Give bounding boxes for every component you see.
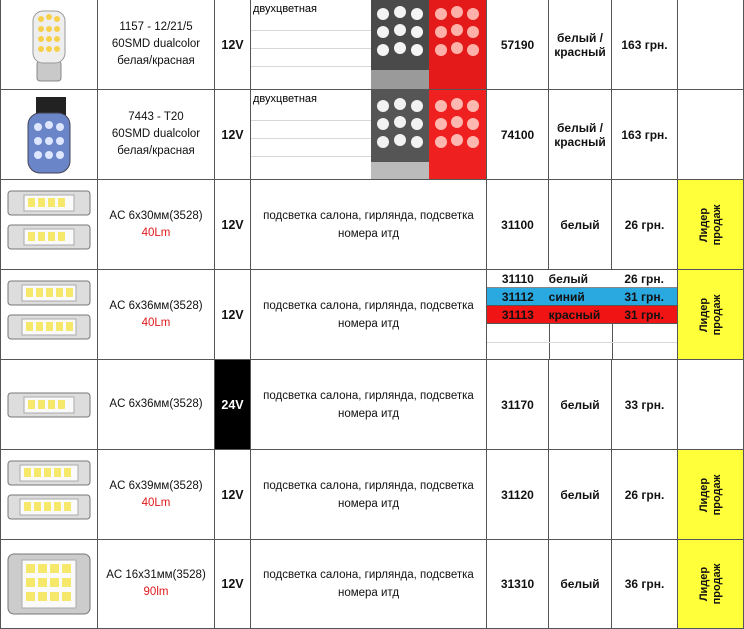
- table-row: [0, 450, 744, 540]
- voltage-cell: 12V: [215, 270, 251, 360]
- description-cell: [251, 0, 371, 90]
- product-name: AC 6x30мм(3528): [109, 209, 203, 222]
- festoon-bulb-icon: [4, 380, 94, 430]
- product-name-cell: [98, 0, 215, 90]
- bestseller-badge: [678, 270, 744, 360]
- variant-row: [487, 288, 677, 306]
- voltage-cell: 12V: [215, 180, 251, 270]
- variant-color: красный: [548, 307, 601, 322]
- product-name-cell: [98, 540, 215, 629]
- variant-row: [487, 270, 677, 288]
- badge-cell: [678, 0, 744, 90]
- variant-price: 31 грн.: [624, 289, 664, 304]
- product-image-cell: [0, 540, 98, 629]
- variant-color: белый: [548, 271, 589, 286]
- voltage-cell: 12V: [215, 90, 251, 180]
- bestseller-badge: [678, 450, 744, 540]
- lumen-label: 40Lm: [141, 226, 171, 239]
- price-cell: 163 грн.: [612, 0, 678, 90]
- product-name: 1157 - 12/21/5: [119, 21, 193, 33]
- product-name: AC 6x36мм(3528): [109, 299, 203, 312]
- lumen-label: 90lm: [143, 586, 169, 598]
- table-row: [0, 360, 744, 450]
- lumen-label: 40Lm: [141, 316, 171, 329]
- product-name: AC 6x39мм(3528): [109, 479, 203, 492]
- description-cell: подсветка салона, гирлянда, подсветка номера итд: [251, 450, 487, 540]
- dual-color-photo: [371, 0, 487, 90]
- festoon-bulb-icon: [4, 273, 94, 357]
- variant-code: 31110: [501, 271, 534, 286]
- product-image-cell: [0, 0, 98, 90]
- festoon-bulb-icon: [4, 453, 94, 537]
- description: двухцветная: [253, 3, 317, 15]
- variant-price: 31 грн.: [624, 307, 664, 322]
- table-row: [0, 270, 744, 360]
- description-cell: [251, 90, 371, 180]
- badge-label: Лидер продаж: [697, 474, 723, 515]
- color-cell: белый: [549, 540, 612, 629]
- code-cell: 31170: [487, 360, 549, 450]
- product-color-spec: белая/красная: [117, 55, 195, 67]
- code-cell: 57190: [487, 0, 549, 90]
- product-name-cell: [98, 450, 215, 540]
- color-cell: белый / красный: [549, 0, 612, 90]
- lumen-label: 40Lm: [141, 496, 171, 509]
- badge-cell: [678, 90, 744, 180]
- product-name: 7443 - T20: [128, 111, 184, 123]
- variant-color: синий: [548, 289, 585, 304]
- variant-row: [487, 306, 677, 324]
- festoon-bulb-icon: [4, 544, 94, 624]
- red-led-photo: [429, 0, 486, 89]
- price-cell: 26 грн.: [612, 180, 678, 270]
- code-cell: 31120: [487, 450, 549, 540]
- voltage-cell: 12V: [215, 450, 251, 540]
- description-cell: подсветка салона, гирлянда, подсветка номера итд: [251, 540, 487, 629]
- white-led-photo: [371, 0, 429, 89]
- variant-price: 26 грн.: [624, 271, 664, 286]
- code-cell: 31100: [487, 180, 549, 270]
- badge-label: Лидер продаж: [697, 563, 723, 605]
- white-led-photo: [371, 90, 429, 179]
- code-cell: 31310: [487, 540, 549, 629]
- product-spec: 60SMD dualcolor: [111, 38, 201, 50]
- product-name-cell: [98, 360, 215, 450]
- price-cell: 36 грн.: [612, 540, 678, 629]
- table-row: [0, 90, 744, 180]
- code-cell: 74100: [487, 90, 549, 180]
- product-image-cell: [0, 90, 98, 180]
- product-name: AC 6x36мм(3528): [109, 398, 203, 410]
- voltage-cell: 12V: [215, 0, 251, 90]
- bestseller-badge: [678, 180, 744, 270]
- description-cell: подсветка салона, гирлянда, подсветка номера итд: [251, 180, 487, 270]
- product-image-cell: [0, 270, 98, 360]
- badge-label: Лидер продаж: [697, 294, 723, 335]
- description-cell: подсветка салона, гирлянда, подсветка номера итд: [251, 270, 487, 360]
- voltage-cell: 24V: [215, 360, 251, 450]
- table-row: [0, 0, 744, 90]
- bulb-t20-icon: [14, 93, 84, 177]
- variants-cell: [487, 270, 678, 360]
- variant-code: 31113: [501, 307, 534, 322]
- product-name: AC 16x31мм(3528): [106, 569, 206, 581]
- product-color-spec: белая/красная: [117, 145, 195, 157]
- product-name-cell: [98, 270, 215, 360]
- product-name-cell: [98, 90, 215, 180]
- red-led-photo: [429, 90, 486, 179]
- color-cell: белый: [549, 180, 612, 270]
- color-cell: белый / красный: [549, 90, 612, 180]
- bulb-1157-icon: [19, 5, 79, 85]
- price-cell: 163 грн.: [612, 90, 678, 180]
- price-cell: 26 грн.: [612, 450, 678, 540]
- description: двухцветная: [253, 93, 317, 105]
- color-cell: белый: [549, 450, 612, 540]
- bestseller-badge: [678, 540, 744, 629]
- table-row: [0, 180, 744, 270]
- dual-color-photo: [371, 90, 487, 180]
- description-cell: подсветка салона, гирлянда, подсветка номера итд: [251, 360, 487, 450]
- festoon-bulb-icon: [4, 183, 94, 267]
- price-cell: 33 грн.: [612, 360, 678, 450]
- color-cell: белый: [549, 360, 612, 450]
- product-image-cell: [0, 450, 98, 540]
- product-image-cell: [0, 360, 98, 450]
- table-row: [0, 540, 744, 629]
- product-image-cell: [0, 180, 98, 270]
- variant-code: 31112: [501, 289, 534, 304]
- product-spec: 60SMD dualcolor: [111, 128, 201, 140]
- badge-label: Лидер продаж: [697, 204, 723, 245]
- badge-cell: [678, 360, 744, 450]
- product-name-cell: [98, 180, 215, 270]
- voltage-cell: 12V: [215, 540, 251, 629]
